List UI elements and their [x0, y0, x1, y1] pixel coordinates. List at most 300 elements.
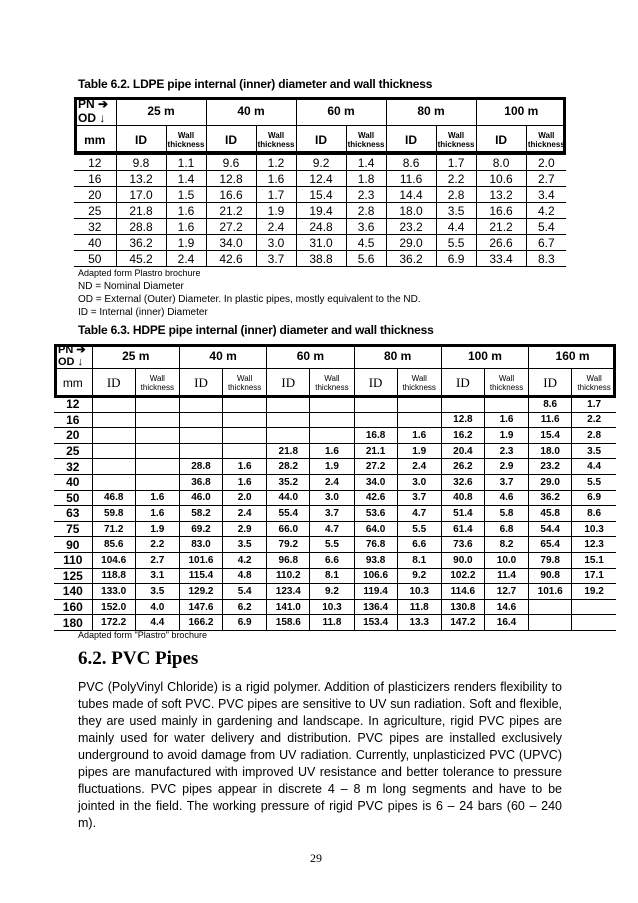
hdpe-corner-cell [54, 344, 92, 369]
ldpe-wall-header: Wall thickness [526, 126, 566, 155]
hdpe-wall-cell: 2.4 [223, 506, 267, 522]
ldpe-wall-header: Wall thickness [166, 126, 206, 155]
ldpe-id-cell: 21.2 [206, 203, 256, 219]
hdpe-wall-cell [135, 459, 179, 475]
ldpe-wall-cell: 1.9 [256, 203, 296, 219]
hdpe-wall-cell: 11.8 [397, 599, 441, 615]
hdpe-wall-cell [310, 428, 354, 444]
hdpe-table-row [54, 521, 616, 537]
ldpe-wall-cell: 1.1 [166, 155, 206, 171]
hdpe-wall-cell: 3.0 [310, 490, 354, 506]
hdpe-wall-cell: 9.2 [397, 568, 441, 584]
hdpe-od-cell: 40 [54, 474, 92, 490]
ldpe-id-cell: 45.2 [116, 251, 166, 267]
ldpe-pressure-header: 80 m [386, 97, 476, 126]
ldpe-od-cell: 12 [74, 155, 116, 171]
ldpe-od-cell: 16 [74, 171, 116, 187]
ldpe-id-cell: 10.6 [476, 171, 526, 187]
ldpe-table-row [74, 219, 566, 235]
hdpe-id-cell: 40.8 [441, 490, 484, 506]
ldpe-pressure-header: 40 m [206, 97, 296, 126]
hdpe-wall-cell: 10.0 [484, 552, 528, 568]
ldpe-wall-cell: 2.8 [436, 187, 476, 203]
ldpe-wall-cell: 1.2 [256, 155, 296, 171]
hdpe-id-cell: 16.8 [354, 428, 397, 444]
hdpe-id-cell: 51.4 [441, 506, 484, 522]
ldpe-id-cell: 9.6 [206, 155, 256, 171]
hdpe-id-header: ID [529, 369, 572, 397]
hdpe-wall-header: Wall thickness [397, 369, 441, 397]
hdpe-id-cell: 123.4 [267, 584, 310, 600]
hdpe-id-cell: 129.2 [179, 584, 222, 600]
hdpe-wall-header: Wall thickness [310, 369, 354, 397]
hdpe-pressure-header: 80 m [354, 344, 441, 369]
hdpe-wall-header: Wall thickness [223, 369, 267, 397]
hdpe-table-row [54, 599, 616, 615]
hdpe-wall-cell [223, 397, 267, 413]
ldpe-od-cell: 50 [74, 251, 116, 267]
hdpe-wall-cell: 1.6 [223, 474, 267, 490]
hdpe-wall-cell: 3.7 [310, 506, 354, 522]
hdpe-id-cell: 66.0 [267, 521, 310, 537]
table-6-2-caption: Table 6.2. LDPE pipe internal (inner) diameter and wall thickness [78, 77, 433, 91]
ldpe-wall-cell: 2.4 [256, 219, 296, 235]
ldpe-id-cell: 21.8 [116, 203, 166, 219]
ldpe-table-row [74, 187, 566, 203]
hdpe-id-cell: 65.4 [529, 537, 572, 553]
ldpe-id-cell: 9.8 [116, 155, 166, 171]
ldpe-pressure-header: 60 m [296, 97, 386, 126]
hdpe-wall-cell: 6.2 [223, 599, 267, 615]
hdpe-wall-cell: 4.7 [397, 506, 441, 522]
legend-id: ID = Internal (inner) Diameter [78, 307, 208, 318]
ldpe-id-cell: 24.8 [296, 219, 346, 235]
hdpe-id-cell [354, 397, 397, 413]
hdpe-id-cell: 53.6 [354, 506, 397, 522]
hdpe-wall-cell: 3.0 [397, 474, 441, 490]
hdpe-id-cell: 34.0 [354, 474, 397, 490]
hdpe-pressure-header: 25 m [92, 344, 179, 369]
hdpe-wall-header: Wall thickness [572, 369, 616, 397]
hdpe-id-cell: 59.8 [92, 506, 135, 522]
hdpe-id-cell: 147.2 [441, 615, 484, 631]
hdpe-id-cell: 141.0 [267, 599, 310, 615]
hdpe-wall-cell: 4.4 [135, 615, 179, 631]
ldpe-id-header: ID [206, 126, 256, 155]
hdpe-source-note: Adapted form "Plastro" brochure [78, 630, 207, 640]
hdpe-wall-cell: 1.9 [397, 443, 441, 459]
hdpe-id-cell: 101.6 [179, 552, 222, 568]
hdpe-wall-cell: 8.2 [484, 537, 528, 553]
page-number: 29 [310, 851, 322, 865]
hdpe-wall-cell: 1.7 [572, 397, 616, 413]
hdpe-id-cell: 44.0 [267, 490, 310, 506]
hdpe-wall-cell: 3.5 [135, 584, 179, 600]
hdpe-id-cell: 12.8 [441, 412, 484, 428]
hdpe-wall-cell: 16.4 [484, 615, 528, 631]
hdpe-wall-cell: 13.3 [397, 615, 441, 631]
hdpe-id-cell: 73.6 [441, 537, 484, 553]
hdpe-wall-cell: 4.4 [572, 459, 616, 475]
hdpe-od-cell: 140 [54, 584, 92, 600]
hdpe-od-cell: 63 [54, 506, 92, 522]
hdpe-id-cell: 90.0 [441, 552, 484, 568]
ldpe-wall-cell: 2.0 [526, 155, 566, 171]
hdpe-id-header: ID [441, 369, 484, 397]
hdpe-wall-cell: 2.0 [223, 490, 267, 506]
hdpe-wall-cell: 5.5 [310, 537, 354, 553]
hdpe-id-cell: 58.2 [179, 506, 222, 522]
ldpe-wall-cell: 2.2 [436, 171, 476, 187]
hdpe-unit-header: mm [54, 369, 92, 397]
ldpe-wall-cell: 6.7 [526, 235, 566, 251]
hdpe-wall-cell: 1.6 [135, 490, 179, 506]
hdpe-wall-cell [572, 599, 616, 615]
hdpe-id-cell: 64.0 [354, 521, 397, 537]
ldpe-wall-cell: 5.4 [526, 219, 566, 235]
hdpe-id-cell: 16.2 [441, 428, 484, 444]
hdpe-table-row [54, 459, 616, 475]
ldpe-id-header: ID [476, 126, 526, 155]
hdpe-pressure-header: 60 m [267, 344, 354, 369]
pn-label: PN ➔ [58, 344, 86, 356]
hdpe-wall-cell [223, 412, 267, 428]
ldpe-wall-header: Wall thickness [346, 126, 386, 155]
hdpe-id-cell: 130.8 [441, 599, 484, 615]
hdpe-wall-cell: 11.4 [484, 568, 528, 584]
hdpe-wall-cell: 12.7 [484, 584, 528, 600]
ldpe-wall-cell: 2.7 [526, 171, 566, 187]
legend-od: OD = External (Outer) Diameter. In plastic pipes, mostly equivalent to the ND. [78, 294, 421, 305]
hdpe-wall-cell: 2.8 [572, 428, 616, 444]
pvc-paragraph: PVC (PolyVinyl Chloride) is a rigid polymer. Addition of plasticizers renders flexibility to tubes made of soft PVC. PVC pipes are sensitive to UV sun radiation. Soft and flexible, they are used mainly in gardening and landscape. In agriculture, rigid PVC pipes are mainly used for water delivery and distribution. PVC pipes are installed exclusively underground to avoid damage from UV radiation. Currently, unplasticized PVC (UPVC) pipes are manufactured with improved UV resistance and better tolerance to pressure fluctuations. PVC pipes appear in discrete 4 – 8 m long segments and have to be jointed in the field. The working pressure of rigid PVC pipes is 6 – 24 bars (60 – 240 m). [78, 680, 562, 830]
ldpe-od-cell: 32 [74, 219, 116, 235]
ldpe-wall-cell: 4.4 [436, 219, 476, 235]
hdpe-id-cell: 61.4 [441, 521, 484, 537]
ldpe-wall-cell: 4.2 [526, 203, 566, 219]
hdpe-id-cell: 158.6 [267, 615, 310, 631]
ldpe-wall-cell: 3.5 [436, 203, 476, 219]
hdpe-pressure-header: 160 m [529, 344, 616, 369]
hdpe-wall-cell [310, 412, 354, 428]
ldpe-wall-cell: 2.8 [346, 203, 386, 219]
ldpe-wall-cell: 5.5 [436, 235, 476, 251]
hdpe-wall-cell: 3.7 [484, 474, 528, 490]
hdpe-wall-cell [135, 397, 179, 413]
hdpe-table-row [54, 568, 616, 584]
hdpe-od-cell: 50 [54, 490, 92, 506]
ldpe-id-cell: 12.8 [206, 171, 256, 187]
ldpe-id-header: ID [296, 126, 346, 155]
ldpe-table-container [74, 97, 566, 267]
hdpe-od-cell: 90 [54, 537, 92, 553]
hdpe-wall-cell [135, 412, 179, 428]
hdpe-wall-cell: 1.6 [310, 443, 354, 459]
ldpe-id-cell: 15.4 [296, 187, 346, 203]
hdpe-id-cell [92, 397, 135, 413]
hdpe-wall-cell: 8.6 [572, 506, 616, 522]
hdpe-wall-cell: 1.9 [484, 428, 528, 444]
legend-nd: ND = Nominal Diameter [78, 281, 184, 292]
hdpe-id-cell: 110.2 [267, 568, 310, 584]
hdpe-wall-cell [397, 412, 441, 428]
hdpe-table-row [54, 552, 616, 568]
hdpe-od-cell: 125 [54, 568, 92, 584]
ldpe-wall-cell: 3.0 [256, 235, 296, 251]
hdpe-id-cell [92, 428, 135, 444]
hdpe-wall-cell: 10.3 [310, 599, 354, 615]
hdpe-id-cell: 166.2 [179, 615, 222, 631]
ldpe-pressure-header: 100 m [476, 97, 566, 126]
hdpe-id-cell: 27.2 [354, 459, 397, 475]
hdpe-wall-cell: 6.6 [310, 552, 354, 568]
hdpe-wall-cell: 3.5 [223, 537, 267, 553]
hdpe-table-row [54, 474, 616, 490]
hdpe-wall-cell [572, 615, 616, 631]
hdpe-od-cell: 32 [54, 459, 92, 475]
hdpe-wall-cell: 2.2 [572, 412, 616, 428]
ldpe-subheader-row [74, 126, 566, 155]
ldpe-table-row [74, 171, 566, 187]
hdpe-table-row [54, 443, 616, 459]
hdpe-pressure-header-row [54, 344, 616, 369]
ldpe-id-cell: 34.0 [206, 235, 256, 251]
hdpe-wall-cell: 12.3 [572, 537, 616, 553]
hdpe-wall-cell [310, 397, 354, 413]
hdpe-id-header: ID [354, 369, 397, 397]
table-6-3-caption: Table 6.3. HDPE pipe internal (inner) diameter and wall thickness [78, 323, 434, 337]
hdpe-wall-cell: 4.8 [223, 568, 267, 584]
ldpe-wall-cell: 1.6 [256, 171, 296, 187]
ldpe-id-cell: 23.2 [386, 219, 436, 235]
ldpe-wall-cell: 1.6 [166, 203, 206, 219]
ldpe-id-cell: 33.4 [476, 251, 526, 267]
hdpe-id-cell: 85.6 [92, 537, 135, 553]
ldpe-corner-cell [74, 97, 116, 126]
hdpe-wall-cell: 6.9 [572, 490, 616, 506]
hdpe-id-cell: 23.2 [529, 459, 572, 475]
ldpe-wall-cell: 1.4 [166, 171, 206, 187]
hdpe-wall-cell: 4.0 [135, 599, 179, 615]
hdpe-od-cell: 20 [54, 428, 92, 444]
hdpe-id-cell [267, 397, 310, 413]
hdpe-id-cell: 76.8 [354, 537, 397, 553]
hdpe-wall-cell: 2.7 [135, 552, 179, 568]
hdpe-id-cell: 114.6 [441, 584, 484, 600]
hdpe-id-cell: 147.6 [179, 599, 222, 615]
ldpe-wall-header: Wall thickness [256, 126, 296, 155]
ldpe-source-note: Adapted form Plastro brochure [78, 268, 201, 278]
hdpe-id-cell: 36.8 [179, 474, 222, 490]
od-label: OD ↓ [58, 356, 84, 368]
ldpe-id-cell: 28.8 [116, 219, 166, 235]
ldpe-wall-cell: 1.7 [256, 187, 296, 203]
ldpe-id-cell: 31.0 [296, 235, 346, 251]
hdpe-id-cell: 102.2 [441, 568, 484, 584]
hdpe-wall-cell: 5.5 [397, 521, 441, 537]
hdpe-od-cell: 12 [54, 397, 92, 413]
hdpe-id-cell [267, 412, 310, 428]
hdpe-wall-cell: 8.1 [397, 552, 441, 568]
hdpe-id-cell: 118.8 [92, 568, 135, 584]
ldpe-unit-header: mm [74, 126, 116, 155]
ldpe-wall-cell: 2.4 [166, 251, 206, 267]
hdpe-wall-cell: 4.6 [484, 490, 528, 506]
hdpe-table-row [54, 537, 616, 553]
ldpe-wall-cell: 1.4 [346, 155, 386, 171]
hdpe-id-cell: 79.8 [529, 552, 572, 568]
hdpe-wall-cell: 1.6 [397, 428, 441, 444]
ldpe-id-cell: 8.0 [476, 155, 526, 171]
hdpe-wall-cell: 6.8 [484, 521, 528, 537]
hdpe-wall-cell: 17.1 [572, 568, 616, 584]
hdpe-id-cell [92, 412, 135, 428]
hdpe-id-cell [179, 412, 222, 428]
hdpe-id-cell: 15.4 [529, 428, 572, 444]
hdpe-id-header: ID [92, 369, 135, 397]
ldpe-id-cell: 29.0 [386, 235, 436, 251]
ldpe-id-cell: 8.6 [386, 155, 436, 171]
hdpe-wall-cell: 10.3 [397, 584, 441, 600]
hdpe-id-header: ID [267, 369, 310, 397]
ldpe-id-cell: 13.2 [116, 171, 166, 187]
hdpe-id-cell: 101.6 [529, 584, 572, 600]
hdpe-id-cell: 136.4 [354, 599, 397, 615]
hdpe-id-cell: 55.4 [267, 506, 310, 522]
hdpe-wall-cell: 2.9 [223, 521, 267, 537]
hdpe-od-cell: 75 [54, 521, 92, 537]
ldpe-id-header: ID [386, 126, 436, 155]
ldpe-id-cell: 13.2 [476, 187, 526, 203]
ldpe-od-cell: 20 [74, 187, 116, 203]
od-label: OD ↓ [78, 111, 106, 125]
hdpe-table-row [54, 615, 616, 631]
hdpe-wall-header: Wall thickness [135, 369, 179, 397]
ldpe-id-cell: 14.4 [386, 187, 436, 203]
hdpe-id-cell [529, 599, 572, 615]
hdpe-wall-cell: 6.9 [223, 615, 267, 631]
hdpe-id-cell [179, 428, 222, 444]
hdpe-table-container [54, 344, 616, 631]
ldpe-id-cell: 36.2 [386, 251, 436, 267]
ldpe-pressure-header-row [74, 97, 566, 126]
hdpe-id-cell: 119.4 [354, 584, 397, 600]
hdpe-subheader-row [54, 369, 616, 397]
ldpe-wall-cell: 2.3 [346, 187, 386, 203]
ldpe-wall-cell: 5.6 [346, 251, 386, 267]
hdpe-wall-cell: 8.1 [310, 568, 354, 584]
hdpe-table-row [54, 412, 616, 428]
hdpe-id-cell: 28.2 [267, 459, 310, 475]
hdpe-id-cell: 46.0 [179, 490, 222, 506]
hdpe-wall-cell: 15.1 [572, 552, 616, 568]
ldpe-id-cell: 27.2 [206, 219, 256, 235]
hdpe-wall-cell: 5.5 [572, 474, 616, 490]
hdpe-wall-cell [484, 397, 528, 413]
ldpe-id-cell: 26.6 [476, 235, 526, 251]
hdpe-wall-cell: 3.7 [397, 490, 441, 506]
ldpe-id-cell: 18.0 [386, 203, 436, 219]
hdpe-wall-cell: 2.9 [484, 459, 528, 475]
hdpe-id-cell: 8.6 [529, 397, 572, 413]
hdpe-id-cell [92, 443, 135, 459]
hdpe-wall-cell: 1.6 [484, 412, 528, 428]
hdpe-wall-cell: 10.3 [572, 521, 616, 537]
hdpe-wall-cell: 3.1 [135, 568, 179, 584]
hdpe-id-cell: 11.6 [529, 412, 572, 428]
ldpe-wall-cell: 1.8 [346, 171, 386, 187]
hdpe-wall-cell: 9.2 [310, 584, 354, 600]
hdpe-wall-cell: 19.2 [572, 584, 616, 600]
hdpe-id-cell: 35.2 [267, 474, 310, 490]
hdpe-wall-cell: 11.8 [310, 615, 354, 631]
ldpe-id-cell: 21.2 [476, 219, 526, 235]
hdpe-wall-cell [135, 443, 179, 459]
pn-label: PN ➔ [78, 97, 109, 111]
hdpe-id-cell: 54.4 [529, 521, 572, 537]
hdpe-wall-cell: 2.3 [484, 443, 528, 459]
ldpe-wall-cell: 1.9 [166, 235, 206, 251]
hdpe-id-cell [92, 474, 135, 490]
hdpe-wall-cell: 1.6 [223, 459, 267, 475]
hdpe-table-row [54, 506, 616, 522]
ldpe-wall-cell: 3.6 [346, 219, 386, 235]
hdpe-wall-cell: 2.4 [397, 459, 441, 475]
hdpe-id-cell [441, 397, 484, 413]
hdpe-id-cell: 133.0 [92, 584, 135, 600]
hdpe-id-cell: 18.0 [529, 443, 572, 459]
ldpe-wall-cell: 3.7 [256, 251, 296, 267]
hdpe-wall-cell: 4.7 [310, 521, 354, 537]
hdpe-id-cell: 71.2 [92, 521, 135, 537]
hdpe-wall-cell: 3.5 [572, 443, 616, 459]
ldpe-id-cell: 36.2 [116, 235, 166, 251]
hdpe-table-row [54, 428, 616, 444]
abbreviation-legend [78, 280, 421, 319]
ldpe-id-cell: 17.0 [116, 187, 166, 203]
hdpe-id-cell: 79.2 [267, 537, 310, 553]
hdpe-wall-header: Wall thickness [484, 369, 528, 397]
ldpe-id-cell: 11.6 [386, 171, 436, 187]
ldpe-table-row [74, 155, 566, 171]
hdpe-pressure-header: 40 m [179, 344, 266, 369]
hdpe-od-cell: 160 [54, 599, 92, 615]
hdpe-id-cell: 153.4 [354, 615, 397, 631]
hdpe-wall-cell: 14.6 [484, 599, 528, 615]
ldpe-id-header: ID [116, 126, 166, 155]
hdpe-id-cell: 106.6 [354, 568, 397, 584]
hdpe-id-cell: 69.2 [179, 521, 222, 537]
hdpe-wall-cell: 1.9 [310, 459, 354, 475]
hdpe-id-cell: 152.0 [92, 599, 135, 615]
hdpe-id-cell: 93.8 [354, 552, 397, 568]
hdpe-id-cell: 83.0 [179, 537, 222, 553]
hdpe-wall-cell [135, 474, 179, 490]
ldpe-id-cell: 42.6 [206, 251, 256, 267]
hdpe-id-cell: 36.2 [529, 490, 572, 506]
hdpe-id-cell: 32.6 [441, 474, 484, 490]
hdpe-wall-cell: 1.6 [135, 506, 179, 522]
hdpe-id-cell: 26.2 [441, 459, 484, 475]
hdpe-id-cell: 29.0 [529, 474, 572, 490]
hdpe-id-cell [179, 397, 222, 413]
hdpe-id-cell: 21.1 [354, 443, 397, 459]
hdpe-id-cell: 21.8 [267, 443, 310, 459]
hdpe-wall-cell [135, 428, 179, 444]
ldpe-pressure-header: 25 m [116, 97, 206, 126]
hdpe-id-cell: 28.8 [179, 459, 222, 475]
hdpe-table-row [54, 397, 616, 413]
